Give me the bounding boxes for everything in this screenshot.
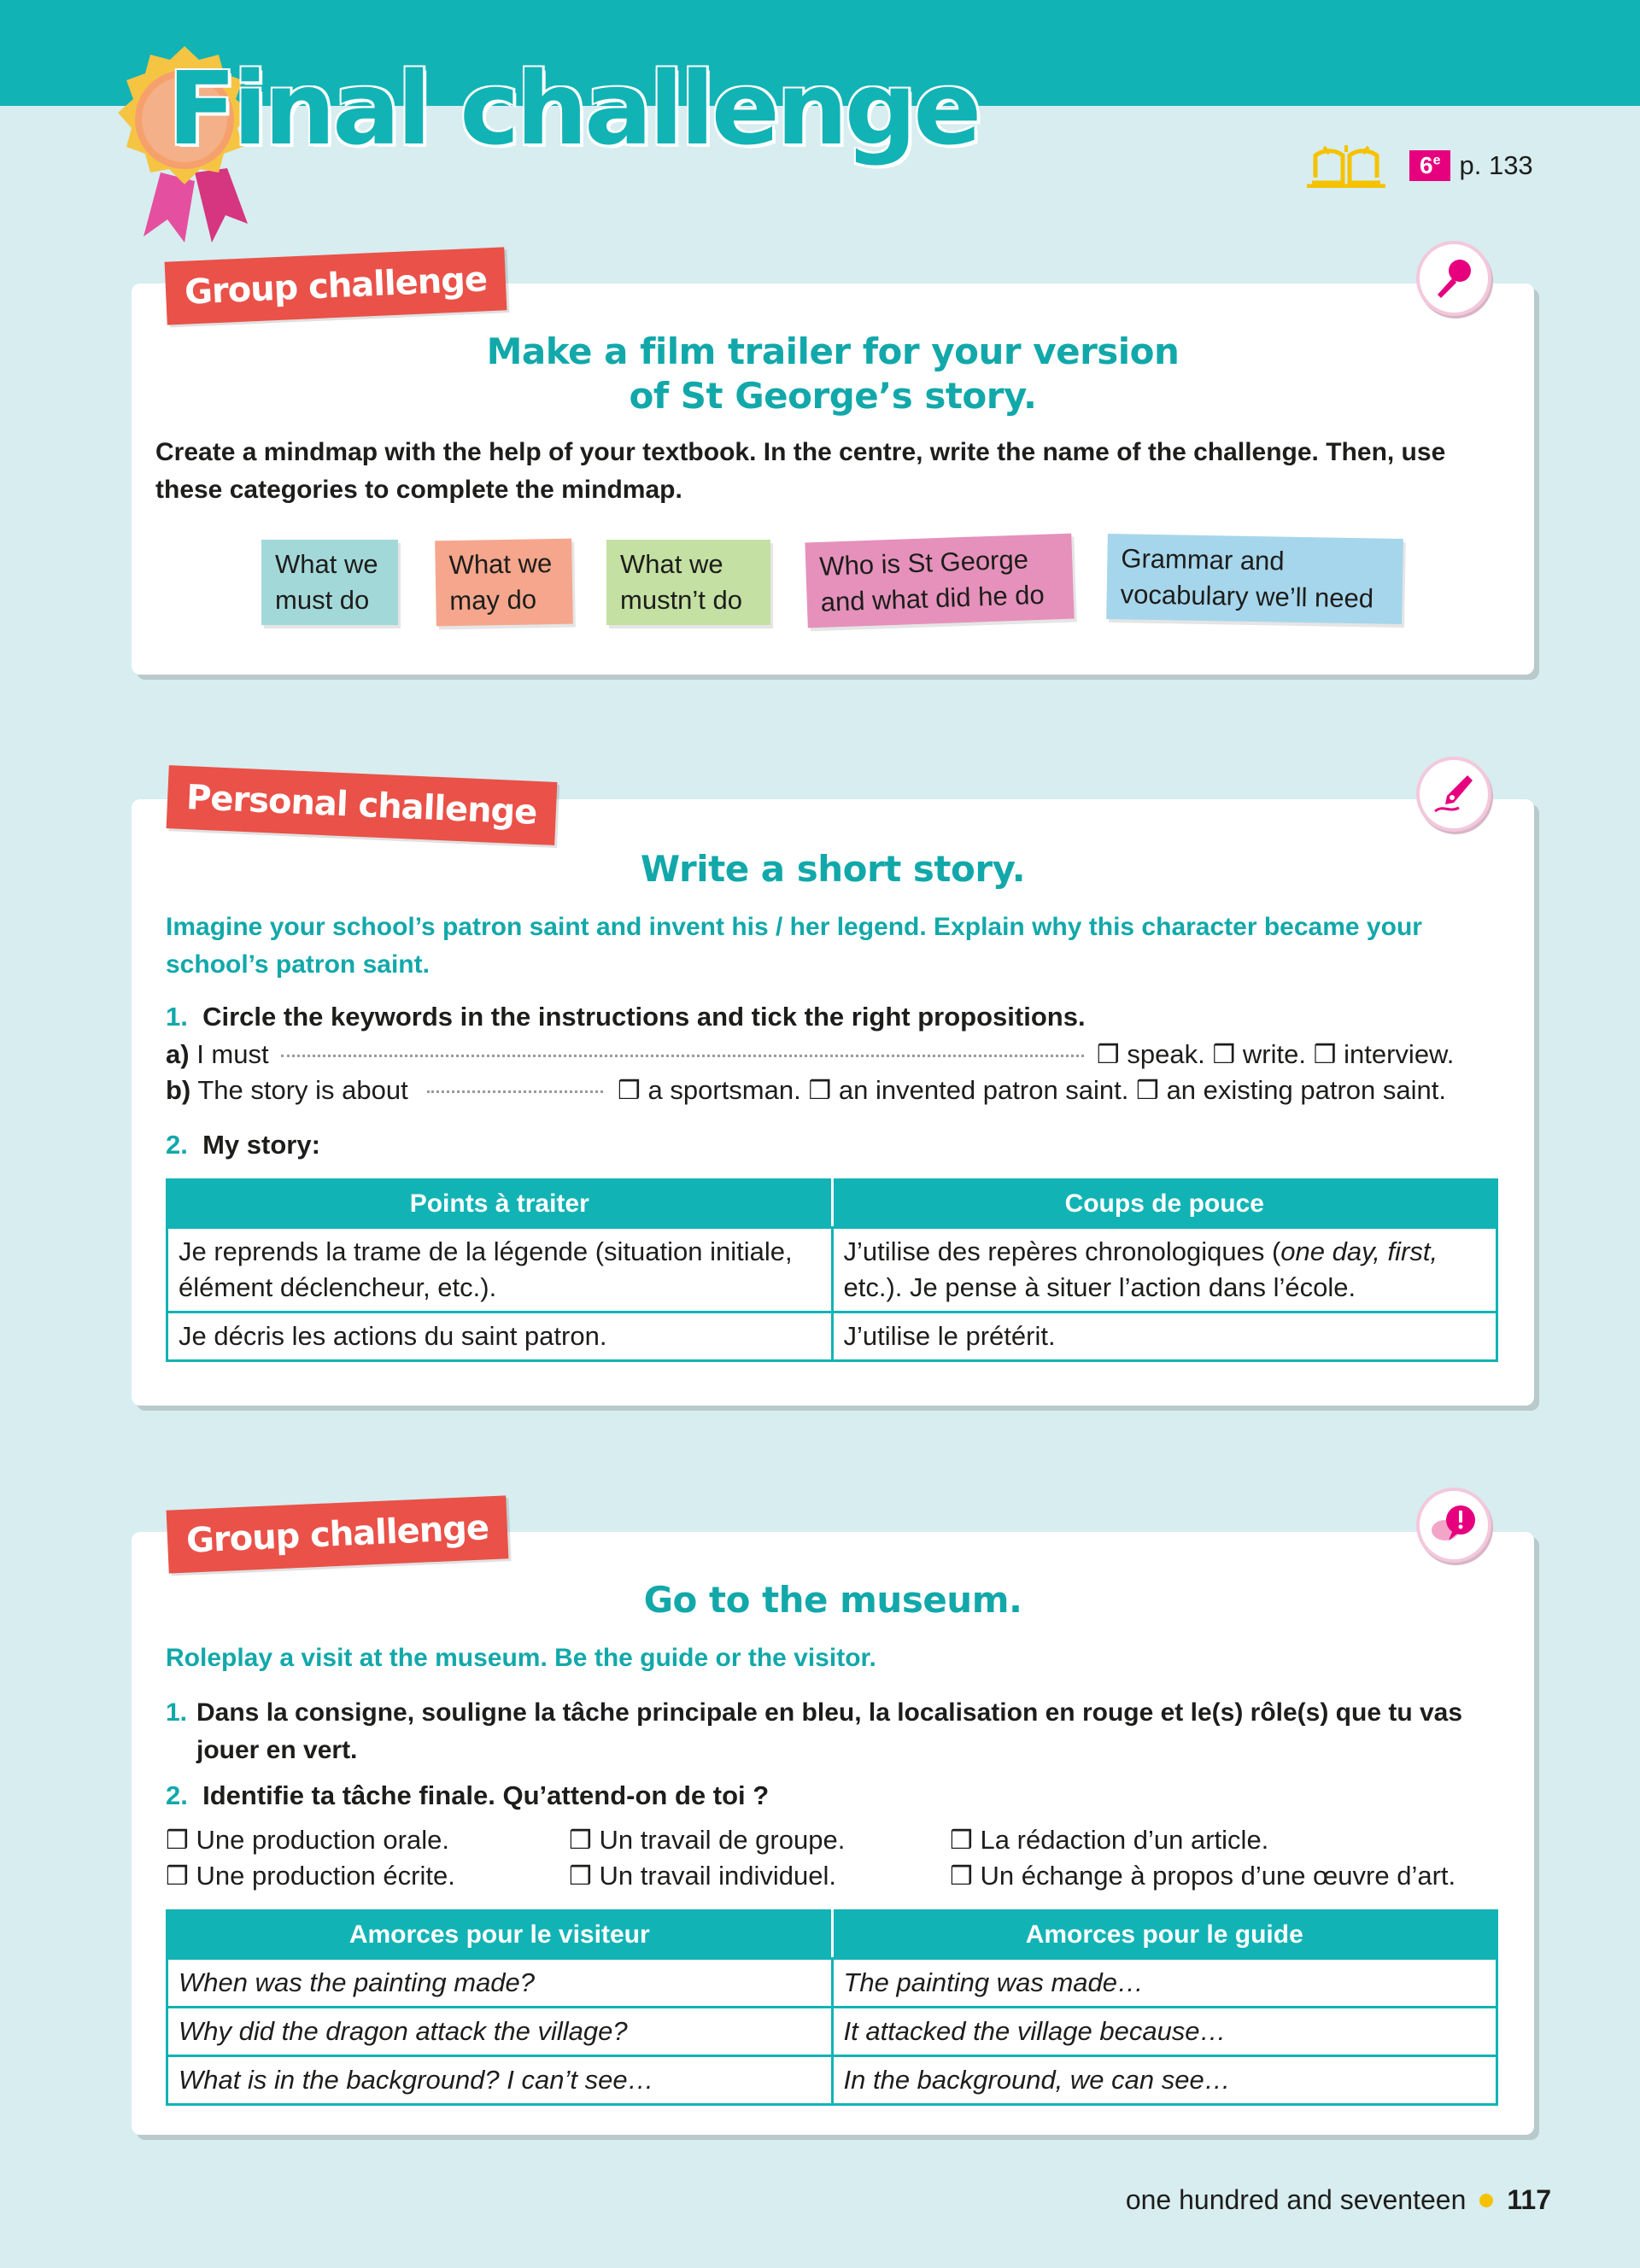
personal-challenge-tag: Personal challenge — [167, 765, 557, 845]
checkbox[interactable]: ❒ — [808, 1077, 832, 1105]
microphone-icon — [1416, 241, 1491, 316]
challenge-title: Go to the museum. — [643, 1579, 1022, 1621]
challenge-instruction: Roleplay a visit at the museum. Be the guide or the visitor. — [166, 1644, 876, 1672]
option-written: ❒ Une production écrite. — [166, 1861, 455, 1891]
page-footer — [1126, 2184, 1551, 2216]
mindmap-category-note: What we may do — [435, 539, 573, 627]
open-book-icon — [1303, 143, 1389, 188]
fountain-pen-icon — [1416, 757, 1491, 832]
table-row — [167, 1312, 1497, 1361]
table-cell: When was the painting made? — [167, 1959, 833, 2008]
checkbox[interactable]: ❒ — [1313, 1041, 1337, 1069]
table-cell: The painting was made… — [832, 1959, 1497, 2008]
challenge-title-line1: Make a film trailer for your version — [486, 330, 1180, 372]
grade-badge: 6e — [1409, 150, 1450, 181]
roleplay-prompts-table — [166, 1909, 1498, 2106]
checkbox[interactable]: ❒ — [1212, 1041, 1236, 1069]
step-2: 2. Identifie ta tâche finale. Qu’attend-on de toi ? — [166, 1780, 770, 1810]
challenge-instruction: Create a mindmap with the help of your textbook. In the centre, write the name of the challenge. Then, use these categories to complete the mindmap. — [155, 438, 1446, 504]
page-title: Final challenge — [167, 50, 979, 167]
table-row — [167, 1959, 1497, 2008]
checkbox[interactable]: ❒ — [166, 1827, 189, 1855]
page-reference: p. 133 — [1459, 150, 1533, 180]
option-individual: ❒ Un travail individuel. — [569, 1861, 836, 1891]
checkbox[interactable]: ❒ — [569, 1862, 592, 1891]
table-header: Coups de pouce — [832, 1180, 1497, 1228]
step-1: 1. Dans la consigne, souligne la tâche principale en bleu, la localisation en rouge et le(s) rôle(s) que tu vas jouer en vert. — [166, 1698, 1463, 1764]
speech-bubble-icon — [1416, 1488, 1491, 1563]
group-challenge-tag: Group challenge — [167, 1495, 509, 1573]
group-challenge-tag: Group challenge — [165, 247, 507, 324]
checkbox[interactable]: ❒ — [569, 1827, 592, 1855]
group-challenge-panel-1 — [132, 284, 1534, 675]
checkbox[interactable]: ❒ — [617, 1077, 641, 1105]
table-cell: J’utilise des repères chronologiques (one day, first, etc.). Je pense à situer l’action dans l’école. — [832, 1228, 1497, 1312]
textbook-reference — [1303, 143, 1533, 188]
option-oral: ❒ Une production orale. — [166, 1825, 449, 1855]
table-row — [167, 2008, 1497, 2056]
table-row — [167, 2056, 1497, 2105]
table-cell: In the background, we can see… — [832, 2056, 1497, 2105]
table-row — [167, 1228, 1497, 1312]
story-points-table — [166, 1178, 1498, 1362]
checkbox[interactable]: ❒ — [166, 1862, 189, 1891]
page-number: 117 — [1507, 2184, 1551, 2215]
table-header: Points à traiter — [167, 1180, 833, 1228]
step-1: 1. Circle the keywords in the instructions and tick the right propositions. — [166, 1002, 1086, 1032]
page-number-words: one hundred and seventeen — [1125, 2184, 1467, 2215]
group-challenge-panel-2 — [132, 1532, 1534, 2135]
checkbox[interactable]: ❒ — [950, 1862, 973, 1891]
mindmap-category-note: Grammar and vocabulary we’ll need — [1106, 534, 1403, 624]
table-cell: Je décris les actions du saint patron. — [167, 1312, 833, 1361]
mindmap-category-note: What we must do — [261, 540, 398, 625]
table-header: Amorces pour le guide — [832, 1911, 1497, 1959]
table-cell: What is in the background? I can’t see… — [167, 2056, 833, 2105]
option-article: ❒ La rédaction d’un article. — [950, 1825, 1269, 1855]
bullet-dot-icon — [1479, 2194, 1493, 2207]
option-group: ❒ Un travail de groupe. — [569, 1825, 846, 1855]
step-2: 2. My story: — [166, 1130, 320, 1160]
table-cell: It attacked the village because… — [832, 2008, 1497, 2056]
mindmap-category-note: Who is St George and what did he do — [805, 534, 1074, 628]
proposition-a: a) I must ❒ speak. ❒ write. ❒ interview. — [166, 1039, 1455, 1069]
table-cell: Je reprends la trame de la légende (situation initiale, élément déclencheur, etc.). — [167, 1228, 833, 1312]
table-cell: J’utilise le prétérit. — [832, 1312, 1497, 1361]
table-cell: Why did the dragon attack the village? — [167, 2008, 833, 2056]
challenge-title-line2: of St George’s story. — [629, 375, 1037, 417]
challenge-title: Write a short story. — [640, 848, 1026, 890]
challenge-instruction: Imagine your school’s patron saint and invent his / her legend. Explain why this character became your school’s patron saint. — [166, 913, 1422, 979]
proposition-b: b) The story is about ❒ a sportsman. ❒ an invented patron saint. ❒ an existing patron saint. — [166, 1075, 1446, 1105]
mindmap-category-note: What we mustn’t do — [606, 540, 770, 625]
table-header: Amorces pour le visiteur — [167, 1911, 833, 1959]
checkbox[interactable]: ❒ — [1096, 1041, 1120, 1069]
personal-challenge-panel — [132, 799, 1534, 1406]
option-exchange: ❒ Un échange à propos d’une œuvre d’art. — [950, 1861, 1456, 1891]
checkbox[interactable]: ❒ — [1136, 1077, 1159, 1105]
checkbox[interactable]: ❒ — [950, 1827, 973, 1855]
